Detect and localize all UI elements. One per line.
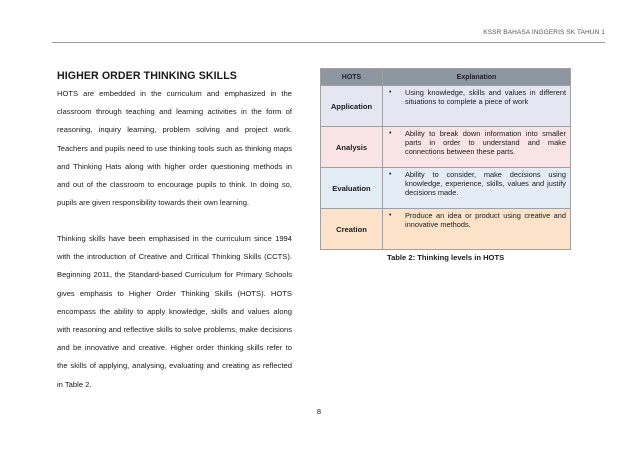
bullet-icon: • <box>389 89 392 96</box>
table-row <box>321 209 571 250</box>
hots-table <box>320 68 571 250</box>
level-analysis: Analysis <box>321 127 383 168</box>
explanation-cell <box>383 127 571 168</box>
table-row <box>321 168 571 209</box>
page-number: 8 <box>316 407 322 416</box>
running-header: KSSR BAHASA INGGERIS SK TAHUN 1 <box>483 29 605 36</box>
body-paragraph-1: HOTS are embedded in the curriculum and emphasized in the classroom through teaching and learning activities in the form of reasoning, inquiry learning, problem solving and project work. Teachers and pupils need to use thinking tools such as thinking maps and Thinking Hats along with higher order questioning methods in and out of the classroom to encourage pupils to think. In doing so, pupils are given responsibility towards their own learning. <box>57 89 292 208</box>
header-divider <box>52 42 605 43</box>
body-paragraph-2: Thinking skills have been emphasised in the curriculum since 1994 with the introduction of Creative and Critical Thinking Skills (CCTS). Beginning 2011, the Standard-based Curriculum for Primary Schools gives emphasis to Higher Order Thinking Skills (HOTS). HOTS encompass the ability to apply knowledge, skills and values along with reasoning and reflective skills to solve problems, make decisions and be innovative and creative. Higher order thinking skills refer to the skills of applying, analysing, evaluating and creating as reflected in Table 2. <box>57 234 292 389</box>
explanation-text: Produce an idea or product using creative and innovative methods. <box>405 211 566 229</box>
explanation-text: Ability to break down information into smaller parts in order to understand and make connections between these parts. <box>405 129 566 156</box>
table-row <box>321 86 571 127</box>
bullet-icon: • <box>389 212 392 219</box>
table-caption: Table 2: Thinking levels in HOTS <box>387 253 505 262</box>
header-hots: HOTS <box>321 69 383 86</box>
section-heading: HIGHER ORDER THINKING SKILLS <box>57 70 237 82</box>
explanation-text: Ability to consider, make decisions using knowledge, experience, skills, values and justify decisions made. <box>405 170 566 197</box>
table-row <box>321 127 571 168</box>
level-evaluation: Evaluation <box>321 168 383 209</box>
bullet-icon: • <box>389 130 392 137</box>
bullet-icon: • <box>389 171 392 178</box>
table-header-row <box>321 69 571 86</box>
header-explanation: Explanation <box>383 69 571 86</box>
level-application: Application <box>321 86 383 127</box>
explanation-cell <box>383 86 571 127</box>
explanation-cell <box>383 168 571 209</box>
explanation-text: Using knowledge, skills and values in different situations to complete a piece of work <box>405 88 566 106</box>
explanation-cell <box>383 209 571 250</box>
level-creation: Creation <box>321 209 383 250</box>
